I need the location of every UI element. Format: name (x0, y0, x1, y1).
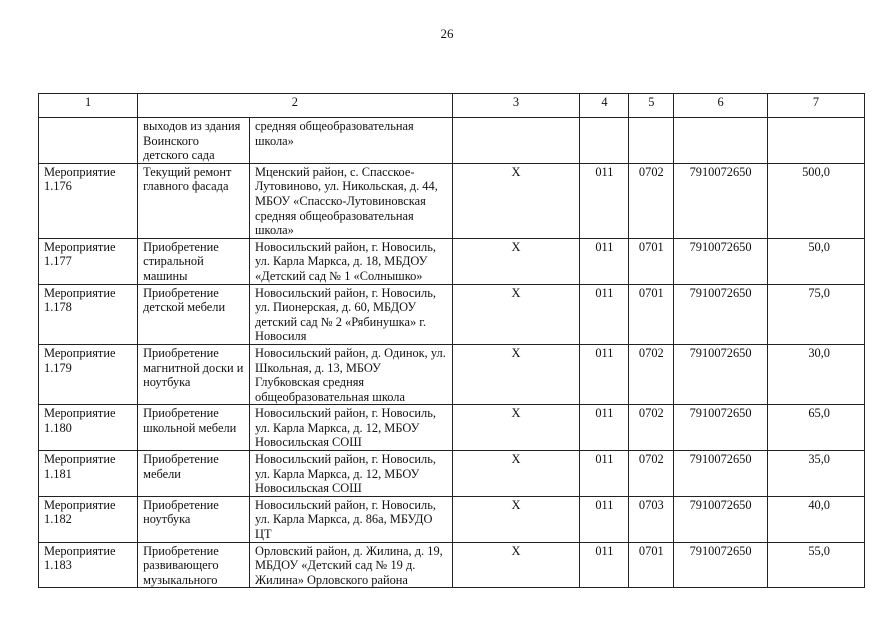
row-name: Приобретение мебели (138, 451, 250, 497)
row-name: Приобретение стиральной машины (138, 238, 250, 284)
row-code-2: 0701 (629, 238, 674, 284)
row-id: Мероприятие 1.181 (39, 451, 138, 497)
row-name: Приобретение ноутбука (138, 496, 250, 542)
header-col-3: 3 (452, 94, 580, 118)
row-amount: 30,0 (767, 344, 864, 404)
row-code-1: 011 (580, 405, 629, 451)
row-code-2 (629, 118, 674, 164)
row-location: Мценский район, с. Спасское-Лутовиново, ул. Никольская, д. 44, МБОУ «Спасско-Лутовиновская средняя общеобразовательная школа» (250, 163, 453, 238)
row-code-1: 011 (580, 451, 629, 497)
row-location: Орловский район, д. Жилина, д. 19, МБДОУ «Детский сад № 19 д. Жилина» Орловского района (250, 542, 453, 588)
row-code-2: 0702 (629, 405, 674, 451)
header-col-5: 5 (629, 94, 674, 118)
row-code-2: 0702 (629, 344, 674, 404)
row-name: Текущий ремонт главного фасада (138, 163, 250, 238)
row-name: Приобретение детской мебели (138, 284, 250, 344)
row-code-2: 0702 (629, 451, 674, 497)
row-x: Х (452, 284, 580, 344)
row-id: Мероприятие 1.176 (39, 163, 138, 238)
row-code-3: 7910072650 (674, 496, 768, 542)
row-id: Мероприятие 1.177 (39, 238, 138, 284)
row-code-1: 011 (580, 284, 629, 344)
row-amount: 40,0 (767, 496, 864, 542)
row-x: Х (452, 451, 580, 497)
row-location: Новосильский район, г. Новосиль, ул. Карла Маркса, д. 12, МБОУ Новосильская СОШ (250, 451, 453, 497)
row-x: Х (452, 238, 580, 284)
row-x (452, 118, 580, 164)
row-name: Приобретение развивающего музыкального (138, 542, 250, 588)
row-code-3: 7910072650 (674, 451, 768, 497)
row-id (39, 118, 138, 164)
row-code-3: 7910072650 (674, 405, 768, 451)
table-row (39, 542, 865, 588)
row-code-2: 0701 (629, 284, 674, 344)
row-location: Новосильский район, г. Новосиль, ул. Карла Маркса, д. 86а, МБУДО ЦТ (250, 496, 453, 542)
row-code-2: 0703 (629, 496, 674, 542)
row-code-3: 7910072650 (674, 238, 768, 284)
row-code-1: 011 (580, 344, 629, 404)
row-id: Мероприятие 1.182 (39, 496, 138, 542)
row-code-2: 0701 (629, 542, 674, 588)
header-col-2: 2 (138, 94, 452, 118)
row-code-1 (580, 118, 629, 164)
header-col-6: 6 (674, 94, 768, 118)
row-code-3: 7910072650 (674, 163, 768, 238)
table-row (39, 451, 865, 497)
row-x: Х (452, 496, 580, 542)
row-location: Новосильский район, д. Одинок, ул. Школьная, д. 13, МБОУ Глубковская средняя общеобразовательная школа (250, 344, 453, 404)
row-code-3: 7910072650 (674, 542, 768, 588)
row-code-1: 011 (580, 496, 629, 542)
table-row (39, 163, 865, 238)
row-code-1: 011 (580, 238, 629, 284)
row-id: Мероприятие 1.178 (39, 284, 138, 344)
row-x: Х (452, 405, 580, 451)
row-amount: 50,0 (767, 238, 864, 284)
row-x: Х (452, 163, 580, 238)
row-amount: 65,0 (767, 405, 864, 451)
row-id: Мероприятие 1.183 (39, 542, 138, 588)
row-location: Новосильский район, г. Новосиль, ул. Карла Маркса, д. 12, МБОУ Новосильская СОШ (250, 405, 453, 451)
row-amount: 35,0 (767, 451, 864, 497)
table-row (39, 405, 865, 451)
header-row (39, 94, 865, 118)
row-location: Новосильский район, г. Новосиль, ул. Карла Маркса, д. 18, МБДОУ «Детский сад № 1 «Солнышко» (250, 238, 453, 284)
page-number: 26 (440, 26, 454, 41)
row-amount: 75,0 (767, 284, 864, 344)
row-code-2: 0702 (629, 163, 674, 238)
row-code-3: 7910072650 (674, 284, 768, 344)
row-x: Х (452, 344, 580, 404)
header-col-7: 7 (767, 94, 864, 118)
header-col-4: 4 (580, 94, 629, 118)
row-code-1: 011 (580, 542, 629, 588)
row-amount (767, 118, 864, 164)
table-row (39, 496, 865, 542)
row-code-1: 011 (580, 163, 629, 238)
row-id: Мероприятие 1.179 (39, 344, 138, 404)
row-amount: 500,0 (767, 163, 864, 238)
table-row (39, 238, 865, 284)
row-amount: 55,0 (767, 542, 864, 588)
row-location: Новосильский район, г. Новосиль, ул. Пионерская, д. 60, МБДОУ детский сад № 2 «Рябинушка» г. Новосиля (250, 284, 453, 344)
table-row (39, 118, 865, 164)
table-row (39, 284, 865, 344)
row-location: средняя общеобразовательная школа» (250, 118, 453, 164)
budget-table (38, 93, 865, 588)
row-name: Приобретение магнитной доски и ноутбука (138, 344, 250, 404)
row-name: выходов из здания Воинского детского сада (138, 118, 250, 164)
row-code-3: 7910072650 (674, 344, 768, 404)
table-row (39, 344, 865, 404)
row-id: Мероприятие 1.180 (39, 405, 138, 451)
row-code-3 (674, 118, 768, 164)
row-x: Х (452, 542, 580, 588)
header-col-1: 1 (39, 94, 138, 118)
row-name: Приобретение школьной мебели (138, 405, 250, 451)
